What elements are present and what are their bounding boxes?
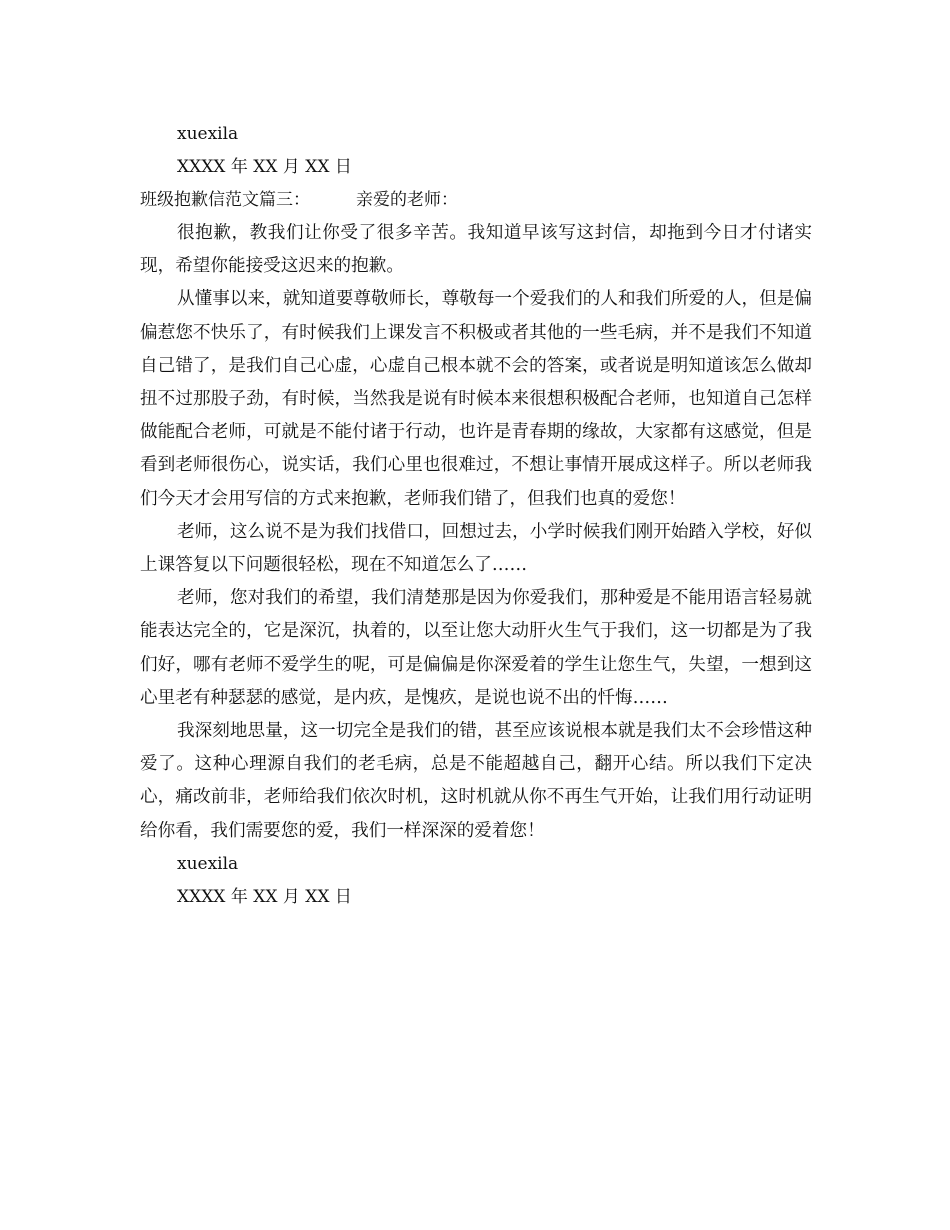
paragraph: 从懂事以来，就知道要尊敬师长，尊敬每一个爱我们的人和我们所爱的人，但是偏偏惹您不快乐了，有时候我们上课发言不积极或者其他的一些毛病，并不是我们不知道自己错了，是我们自己心虚，心虚自己根本就不会的答案，或者说是明知道该怎么做却扭不过那股子劲，有时候，当然我是说有时候本来很想积极配合老师，也知道自己怎样做能配合老师，可就是不能付诸于行动，也许是青春期的缘故，大家都有这感觉，但是看到老师很伤心，说实话，我们心里也很难过，不想让事情开展成这样子。所以老师我们今天才会用写信的方式来抱歉，老师我们错了，但我们也真的爱您！	[140, 289, 812, 509]
letter-heading	[140, 184, 812, 217]
date-line: XXXX 年 XX 月 XX 日	[177, 157, 352, 177]
salutation: 亲爱的老师：	[356, 190, 458, 210]
signature: xuexila	[177, 853, 239, 874]
paragraph: 很抱歉，教我们让你受了很多辛苦。我知道早该写这封信，却拖到今日才付诸实现，希望你能接受这迟来的抱歉。	[140, 223, 812, 277]
document-body	[140, 118, 812, 914]
date-line: XXXX 年 XX 月 XX 日	[177, 886, 352, 907]
signature: xuexila	[177, 124, 239, 144]
paragraph: 老师，您对我们的希望，我们清楚那是因为你爱我们，那种爱是不能用语言轻易就能表达完全的，它是深沉，执着的，以至让您大动肝火生气于我们，这一切都是为了我们好，哪有老师不爱学生的呢，可是偏偏是你深爱着的学生让您生气，失望，一想到这心里老有种瑟瑟的感觉，是内疚，是愧疚，是说也说不出的忏悔……	[140, 588, 812, 708]
paragraph: 老师，这么说不是为我们找借口，回想过去，小学时候我们刚开始踏入学校，好似上课答复以下问题很轻松，现在不知道怎么了……	[140, 521, 812, 576]
paragraph: 我深刻地思量，这一切完全是我们的错，甚至应该说根本就是我们太不会珍惜这种爱了。这种心理源自我们的老毛病，总是不能超越自己，翻开心结。所以我们下定决心，痛改前非，老师给我们依次时机，这时机就从你不再生气开始，让我们用行动证明给你看，我们需要您的爱，我们一样深深的爱着您！	[140, 721, 812, 841]
section-title: 班级抱歉信范文篇三：	[140, 190, 310, 210]
